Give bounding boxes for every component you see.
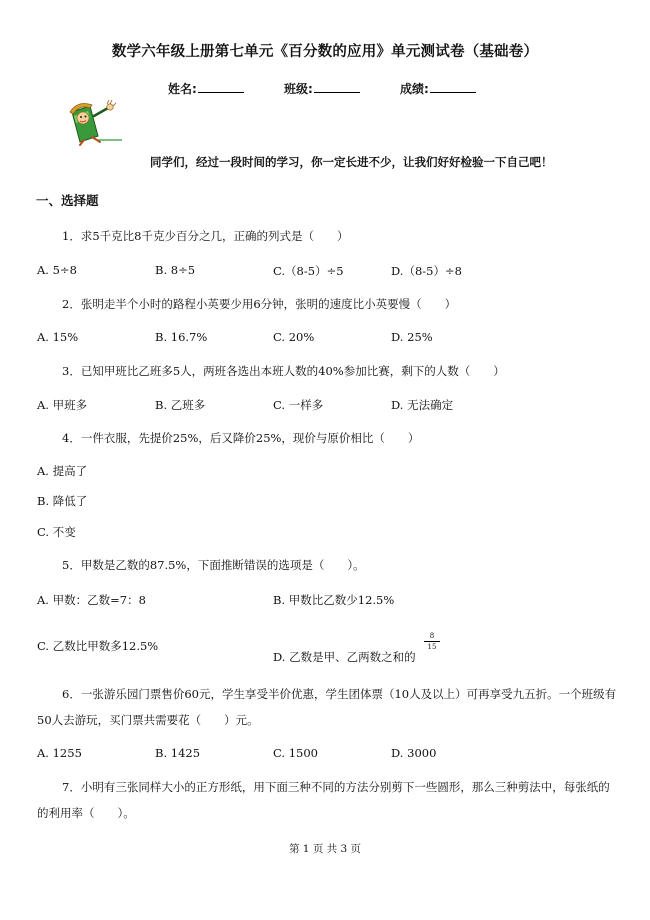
question-stem: 5．甲数是乙数的87.5%，下面推断错误的选项是（ ）。	[62, 558, 365, 572]
option-a[interactable]: A. 1255	[37, 746, 82, 760]
pencil-boy-icon	[64, 98, 124, 146]
option-c[interactable]: C.（8-5）÷5	[273, 264, 344, 278]
class-blank[interactable]	[314, 91, 360, 93]
fraction-bar	[424, 641, 440, 642]
name-blank[interactable]	[198, 91, 244, 93]
score-blank[interactable]	[430, 91, 476, 93]
question-stem-continued: 50人去游玩，买门票共需要花（ ）元。	[37, 713, 259, 727]
option-d[interactable]: D. 无法确定	[391, 398, 454, 412]
option-c[interactable]: C. 1500	[273, 746, 318, 760]
page-number: 第 1 页 共 3 页	[288, 843, 362, 855]
encouragement-text: 同学们，经过一段时间的学习，你一定长进不少，让我们好好检验一下自己吧！	[150, 155, 553, 169]
option-a[interactable]: A. 甲数：乙数=7：8	[37, 593, 146, 607]
question-stem: 3．已知甲班比乙班多5人，两班各选出本班人数的40%参加比赛，剩下的人数（ ）	[62, 364, 505, 378]
fraction	[424, 632, 440, 651]
option-d[interactable]: D. 25%	[391, 330, 433, 344]
fraction-numerator: 8	[429, 632, 435, 640]
question-stem: 1．求5千克比8千克少百分之几，正确的列式是（ ）	[62, 229, 349, 243]
question-stem: 6．一张游乐园门票售价60元，学生享受半价优惠，学生团体票（10人及以上）可再享受九五折。一个班级有	[62, 687, 617, 701]
fraction-denominator: 15	[427, 643, 437, 651]
score-field	[400, 80, 476, 97]
option-d[interactable]: D. 乙数是甲、乙两数之和的	[273, 650, 416, 664]
name-field	[168, 80, 244, 97]
option-d[interactable]: D.（8-5）÷8	[391, 264, 462, 278]
class-label: 班级:	[284, 82, 313, 96]
option-d[interactable]: D. 3000	[391, 746, 437, 760]
name-label: 姓名:	[168, 82, 197, 96]
class-field	[284, 80, 360, 97]
option-b[interactable]: B. 16.7%	[155, 330, 208, 344]
option-b[interactable]: B. 乙班多	[155, 398, 206, 412]
section-heading: 一、选择题	[36, 193, 99, 208]
option-b[interactable]: B. 8÷5	[155, 263, 196, 277]
option-a[interactable]: A. 提高了	[37, 464, 88, 478]
option-b[interactable]: B. 1425	[155, 746, 201, 760]
option-a[interactable]: A. 甲班多	[37, 398, 88, 412]
option-c[interactable]: C. 乙数比甲数多12.5%	[37, 639, 159, 653]
option-c[interactable]: C. 不变	[37, 525, 76, 539]
score-label: 成绩:	[400, 82, 429, 96]
question-stem: 2．张明走半个小时的路程小英要少用6分钟，张明的速度比小英要慢（ ）	[62, 297, 457, 311]
option-a[interactable]: A. 5÷8	[37, 263, 77, 277]
option-c[interactable]: C. 一样多	[273, 398, 324, 412]
option-c[interactable]: C. 20%	[273, 330, 315, 344]
page-title: 数学六年级上册第七单元《百分数的应用》单元测试卷（基础卷）	[111, 44, 539, 60]
question-stem: 4．一件衣服，先提价25%，后又降价25%，现价与原价相比（ ）	[62, 431, 420, 445]
option-b[interactable]: B. 降低了	[37, 494, 88, 508]
option-b[interactable]: B. 甲数比乙数少12.5%	[273, 593, 395, 607]
question-stem: 7．小明有三张同样大小的正方形纸，用下面三种不同的方法分别剪下一些圆形，那么三种剪法中，每张纸的	[62, 780, 610, 794]
option-a[interactable]: A. 15%	[37, 330, 79, 344]
question-stem-continued: 的利用率（ ）。	[37, 806, 135, 820]
